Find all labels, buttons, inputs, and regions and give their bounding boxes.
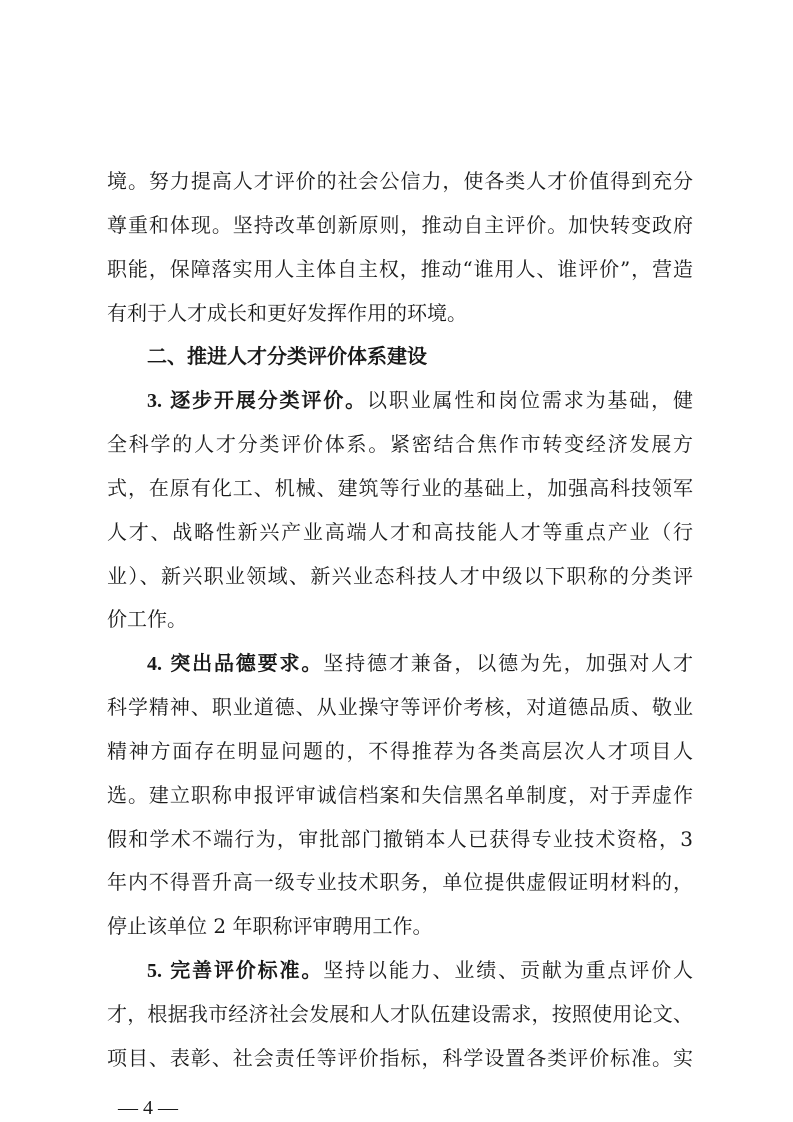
item-text: 以职业属性和岗位需求为基础，健 <box>366 388 694 412</box>
item-text: 坚持德才兼备，以德为先，加强对人才 <box>323 651 694 675</box>
item-number: 4. <box>147 653 162 675</box>
paragraph-line: 业）、新兴职业领域、新兴业态科技人才中级以下职称的分类评 <box>107 564 693 588</box>
item-3-first-line <box>147 387 693 414</box>
paragraph-line: 科学精神、职业道德、从业操守等评价考核，对道德品质、敬业 <box>107 695 693 719</box>
page-number: — 4 — <box>118 1097 178 1119</box>
paragraph-line: 有利于人才成长和更好发挥作用的环境。 <box>107 301 467 325</box>
item-number: 3. <box>147 390 162 412</box>
paragraph-line: 项目、表彰、社会责任等评价指标，科学设置各类评价标准。实 <box>107 1046 693 1070</box>
item-title: 完善评价标准。 <box>170 958 324 982</box>
section-heading: 二、推进人才分类评价体系建设 <box>147 344 427 368</box>
item-text: 坚持以能力、业绩、贡献为重点评价人 <box>323 958 694 982</box>
paragraph-line: 选。建立职称申报评审诚信档案和失信黑名单制度，对于弄虚作 <box>107 783 693 807</box>
paragraph-line: 精神方面存在明显问题的，不得推荐为各类高层次人才项目人 <box>107 739 693 763</box>
paragraph-line: 才，根据我市经济社会发展和人才队伍建设需求，按照使用论文、 <box>107 1002 693 1026</box>
paragraph-line: 年内不得晋升高一级专业技术职务，单位提供虚假证明材料的， <box>107 870 693 894</box>
paragraph-line: 人才、战略性新兴产业高端人才和高技能人才等重点产业（行 <box>107 520 693 544</box>
paragraph-line: 式，在原有化工、机械、建筑等行业的基础上，加强高科技领军 <box>107 476 693 500</box>
item-title: 突出品德要求。 <box>170 651 324 675</box>
paragraph-line: 价工作。 <box>107 607 187 631</box>
item-5-first-line <box>147 957 693 984</box>
item-number: 5. <box>147 960 162 982</box>
paragraph-line: 全科学的人才分类评价体系。紧密结合焦作市转变经济发展方 <box>107 432 693 456</box>
item-title: 逐步开展分类评价。 <box>170 388 367 412</box>
paragraph-line: 境。努力提高人才评价的社会公信力，使各类人才价值得到充分 <box>107 169 693 193</box>
paragraph-line: 尊重和体现。坚持改革创新原则，推动自主评价。加快转变政府 <box>107 213 693 237</box>
paragraph-line: 停止该单位 2 年职称评审聘用工作。 <box>107 914 433 938</box>
paragraph-line: 假和学术不端行为，审批部门撤销本人已获得专业技术资格，3 <box>107 827 693 851</box>
item-4-first-line <box>147 650 693 677</box>
paragraph-line: 职能，保障落实用人主体自主权，推动“谁用人、谁评价”，营造 <box>107 257 693 281</box>
